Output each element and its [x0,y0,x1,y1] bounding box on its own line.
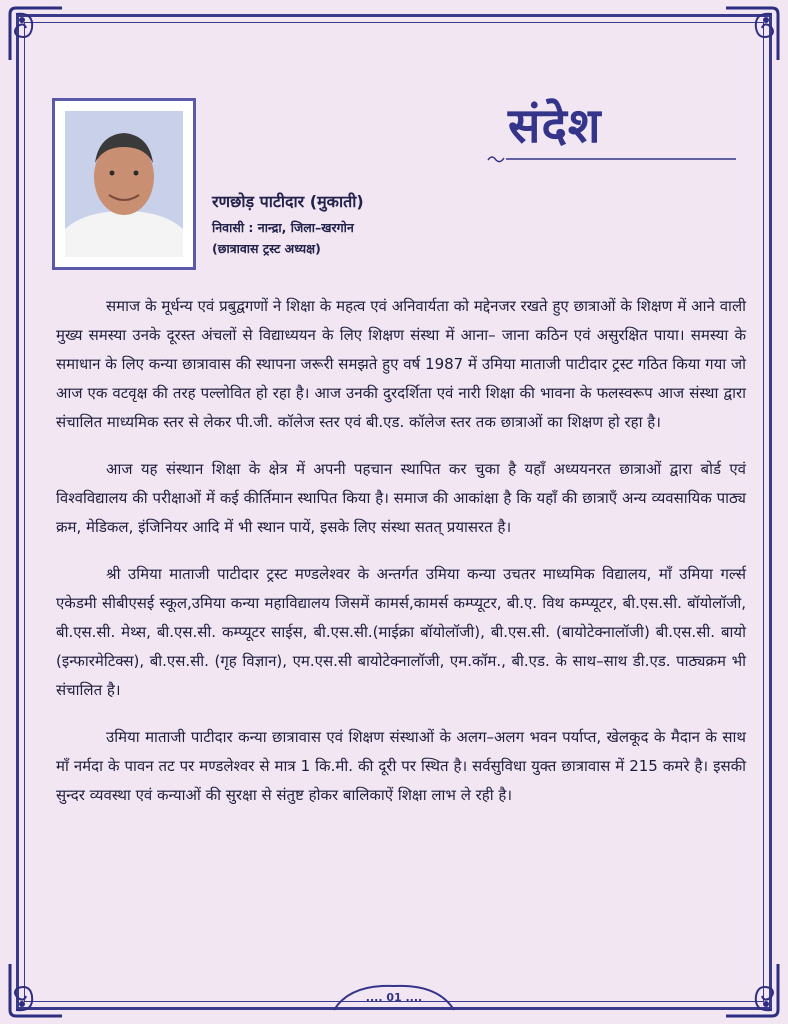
message-paragraph: उमिया माताजी पाटीदार कन्या छात्रावास एवं शिक्षण संस्थाओं के अलग–अलग भवन पर्याप्त, खेलकूद के मैदान के साथ माँ नर्मदा के पावन तट पर मण्डलेश्वर से मात्र 1 कि.मी. की दूरी पर स्थित है। सर्वसुविधा युक्त छात्रावास में 215 कमरे है। इसकी सुन्दर व्यवस्था एवं कन्याओं की सुरक्षा से संतुष्ट होकर बालिकाऐं शिक्षा लाभ ले रही है। [56,728,746,804]
corner-ornament-bottom-right [720,958,784,1022]
page-number: .... 01 .... [365,991,423,1004]
message-body [56,292,746,828]
message-paragraph: श्री उमिया माताजी पाटीदार ट्रस्ट मण्डलेश्वर के अन्तर्गत उमिया कन्या उचतर माध्यमिक विद्यालय, माँ उमिया गर्ल्स एकेडमी सीबीएसई स्कूल,उमिया कन्या महाविद्यालय जिसमें कामर्स,कामर्स कम्प्यूटर, बी.ए. विथ कम्प्यूटर, बी.एस.सी. बॉयोलॉजी, बी.एस.सी. मेथ्स, बी.एस.सी. कम्प्यूटर साईस, बी.एस.सी.(माईक्रा बॉयोलॉजी), बी.एस.सी. (बायोटेक्नालॉजी) बी.एस.सी. बायो (इन्फारमेटिक्स), बी.एस.सी. (गृह विज्ञान), एम.एस.सी बायोटेक्नालॉजी, एम.कॉम., बी.एड. के साथ–साथ डी.एड. पाठ्यक्रम भी संचालित है। [56,565,746,699]
portrait-photo [65,111,183,257]
message-paragraph: समाज के मूर्धन्य एवं प्रबुद्वगणों ने शिक्षा के महत्व एवं अनिवार्यता को मद्देनजर रखते हुए छात्राओं के शिक्षण में आने वाली मुख्य समस्या उनके दूरस्त अंचलों से विद्याध्ययन के लिए शिक्षण संस्था में आना– जाना कठिन एवं असुरक्षित पाया। समस्या के समाधान के लिए कन्या छात्रावास की स्थापना जरूरी समझते हुए वर्ष 1987 में उमिया माताजी पाटीदार ट्रस्ट गठित किया गया जो आज एक वटवृक्ष की तरह पल्लोवित हो रहा है। आज उनकी दुरदर्शिता एवं नारी शिक्षा की भावना के फलस्वरूप आज संस्था द्वारा संचालित माध्यमिक स्तर से लेकर पी.जी. कॉलेज स्तर एवं बी.एड. कॉलेज स्तर तक छात्राओं का शिक्षण हो रहा है। [56,297,746,431]
title-underline-ornament [484,152,736,166]
person-residence: निवासी : नान्द्रा, जिला–खरगोन [212,220,354,235]
page-title: संदेश [508,98,602,154]
person-name: रणछोड़ पाटीदार (मुकाती) [212,192,364,211]
corner-ornament-bottom-left [4,958,68,1022]
person-role: (छात्रावास ट्रस्ट अध्यक्ष) [212,241,321,256]
corner-ornament-top-right [720,2,784,66]
message-paragraph: आज यह संस्थान शिक्षा के क्षेत्र में अपनी पहचान स्थापित कर चुका है यहाँ अध्ययनरत छात्राओं द्वारा बोर्ड एवं विश्वविद्यालय की परीक्षाओं में कई कीर्तिमान स्थापित किया है। समाज की आकांक्षा है कि यहाँ की छात्राएँ अन्य व्यवसायिक पाठ्य क्रम, मेडिकल, इंजिनियर आदि में भी स्थान पायें, इसके लिए संस्था सतत् प्रयासरत है। [56,460,746,536]
portrait-frame [52,98,196,270]
corner-ornament-top-left [4,2,68,66]
